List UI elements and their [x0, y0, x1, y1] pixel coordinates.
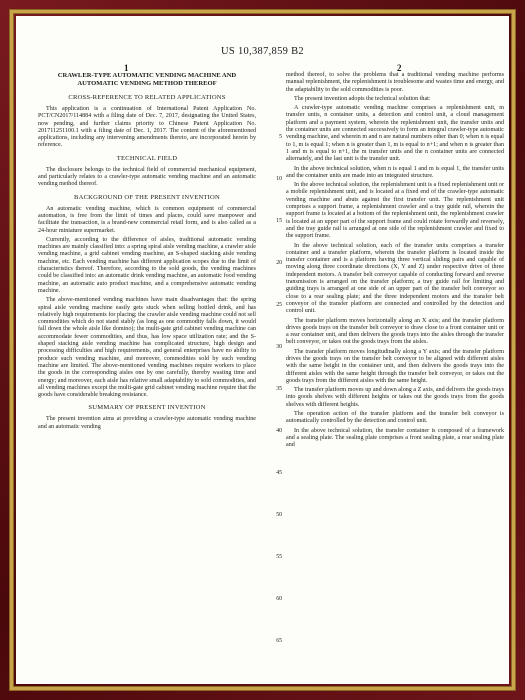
line-number: 40 — [276, 428, 282, 434]
paragraph: method thereof, to solve the problems that a traditional vending machine performs manual replenishment, the replenishment is troublesome and wastes time and energy, and the adaptability to the sold commodities is poor. — [286, 72, 504, 93]
paragraph: The transfer platform moves longitudinally along a Y axis; and the transfer platform drives the goods trays on the transfer belt conveyor to be aligned with different aisles with the same height in the container unit, and then delivers the goods trays into the different aisles with the same height through the transfer belt conveyor, or takes out the goods trays from the different aisles with the same height. — [286, 348, 504, 384]
heading-summary: SUMMARY OF PRESENT INVENTION — [88, 404, 206, 412]
heading-background: BACKGROUND OF THE PRESENT INVENTION — [74, 193, 220, 201]
line-number: 55 — [276, 554, 282, 560]
paragraph: In the above technical solution, the transfer container is composed of a framework and a sealing plate. The sealing plate comprises a front sealing plate, a rear sealing plate and — [286, 427, 504, 449]
line-number: 30 — [276, 344, 282, 350]
left-column — [38, 72, 256, 433]
paragraph: The transfer platform moves horizontally along an X axis; and the transfer platform drives goods trays on the transfer belt conveyor to draw close to a front container unit or a rear container unit, and then delivers the goods trays into the aisles through the transfer belt conveyor, or takes out the goods trays from the aisles. — [286, 317, 504, 346]
paragraph: Currently, according to the difference of aisles, traditional automatic vending machines are mainly classified into: a spring spiral aisle vending machine, a crawler aisle vending machine, a grid cabinet vending machine, an S-shaped stacking aisle vending machine, etc. Each vending machine has different application scopes due to the limit of characteristics thereof. Therefore, according to the sold goods, the vending machines could be classified into: an automatic drink vending machine, an automatic food vending machine, an automatic auto product machine, and a comprehensive automatic vending machine. — [38, 236, 256, 294]
line-number: 50 — [276, 512, 282, 518]
paragraph: A crawler-type automatic vending machine comprises a replenishment unit, m transfer units, n container units, a detection and control unit, a cloud management platform and a payment system, wherein the replenishment unit, the transfer units and the container units are connected successively to form an integral crawler-type automatic vending machine, and wherein m and n are natural numbers other than 0; when n is equal to 1, m is equal 1; when n is greater than 1, m is equal to n+1; and when n is greater than 1 and m is equal to n+1, the m transfer units and the n container units are connected alternately, and the last unit is the transfer unit. — [286, 105, 504, 163]
line-number: 45 — [276, 470, 282, 476]
line-number: 10 — [276, 176, 282, 182]
column-number-right: 2 — [397, 63, 402, 73]
paragraph: The present invention adopts the technical solution that: — [294, 95, 431, 102]
heading-cross-reference: CROSS-REFERENCE TO RELATED APPLICATIONS — [68, 94, 226, 101]
paragraph: An automatic vending machine, which is common equipment of commercial automation, is free from the limit of times and places, could save manpower and facilitate the transaction, is a brand-new commercial retail form, and is also called as a 24-hour miniature supermarket. — [38, 205, 256, 234]
patent-page — [16, 16, 509, 684]
line-number: 25 — [276, 302, 282, 308]
paragraph: The operation action of the transfer platform and the transfer belt conveyor is automatically controlled by the detection and control unit. — [286, 411, 504, 425]
patent-number: US 10,387,859 B2 — [221, 46, 304, 57]
paragraph: In the above technical solution, each of the transfer units comprises a transfer container and a transfer platform, wherein the transfer platform is located inside the transfer container and is a platform having three vertical sliding pairs and capable of moving along three coordinate directions (X, Y and Z) under respective drive of three independent motors. A transfer belt conveyor capable of conducting forward and reverse transmission is arranged on the transfer platform; a tray guide rail for limiting and guiding trays is arranged at one side of an upper part of the transfer belt conveyor so close to a rear sealing plate; and the three independent motors and the transfer belt conveyor of the transfer platform are connected and controlled by the detection and control unit. — [286, 242, 504, 315]
paragraph: In the above technical solution, the replenishment unit is a fixed replenishment unit or a mobile replenishment unit, and is located at a fixed end of the crawler-type automatic vending machine and abuts against the first transfer unit. The replenishment unit comprises a support frame, a replenishment crawler and a tray guide rail, wherein the support frame is located at a bottom of the replenishment unit, the replenishment crawler is located at an upper part of the support frame and could rotate forwardly and reversely, and the tray guide rail is arranged at one side of the replenishment crawler and fixed to the support frame. — [286, 182, 504, 240]
paragraph: This application is a continuation of International Patent Application No. PCT/CN2017/114884 with a filing date of Dec. 7, 2017, designating the United States, now pending, and further claims priority to Chinese Patent Application No. 201711251100.1 with a filing date of Dec. 1, 2017. The content of the aforementioned applications, including any intervening amendments thereto, are incorporated herein by reference. — [38, 106, 256, 149]
line-number: 5 — [279, 134, 282, 140]
page-header — [16, 46, 509, 73]
column-number-left: 1 — [124, 63, 129, 73]
patent-title: CRAWLER-TYPE AUTOMATIC VENDING MACHINE AND AUTOMATIC VENDING METHOD THEREOF — [57, 72, 237, 87]
paragraph: In the above technical solution, when n is equal 1 and m is equal 1, the transfer units and the container units are made into an integrated structure. — [286, 165, 504, 179]
paragraph: The transfer platform moves up and down along a Z axis, and delivers the goods trays into goods shelves with different heights or takes out the goods trays from the goods shelves with different heights. — [286, 387, 504, 408]
paragraph: The disclosure belongs to the technical field of commercial mechanical equipment, and particularly relates to a crawler-type automatic vending machine and an automatic vending method thereof. — [38, 166, 256, 188]
paragraph: The above-mentioned vending machines have main disadvantages that: the spring spiral aisle vending machine easily gets stuck when selling bottled drink, and has relatively high requirements for placing; the crawler aisle vending machine could not sell commodities which do not stand stably (as long as one commodity falls down, it would fall down the whole aisle like domino); the multi-gate grid cabinet vending machine can accommodate fewer commodities, and thus, has low space utilization rate; and the S-shaped stacking aisle vending machine has complicated structure, high design and processing difficulties and high requirements, and general enterprises have no ability to produce such vending machine, and moreover, commodities sold by such vending machine are limited. The above-mentioned vending machines require workers to place the goods in the corresponding aisles one by one carefully, thereby wasting time and energy; and moreover, each aisle has relative small adaptability to sold commodities, and all vending machines except the multi-gate grid cabinet vending machine require that the goods have considerable breaking resistance. — [38, 297, 256, 399]
paragraph: The present invention aims at providing a crawler-type automatic vending machine and an automatic vending — [38, 416, 256, 430]
heading-technical-field: TECHNICAL FIELD — [116, 154, 178, 162]
line-number: 65 — [276, 638, 282, 644]
line-number: 60 — [276, 596, 282, 602]
line-number: 15 — [276, 218, 282, 224]
line-number: 35 — [276, 386, 282, 392]
right-column — [286, 72, 504, 452]
line-number: 20 — [276, 260, 282, 266]
